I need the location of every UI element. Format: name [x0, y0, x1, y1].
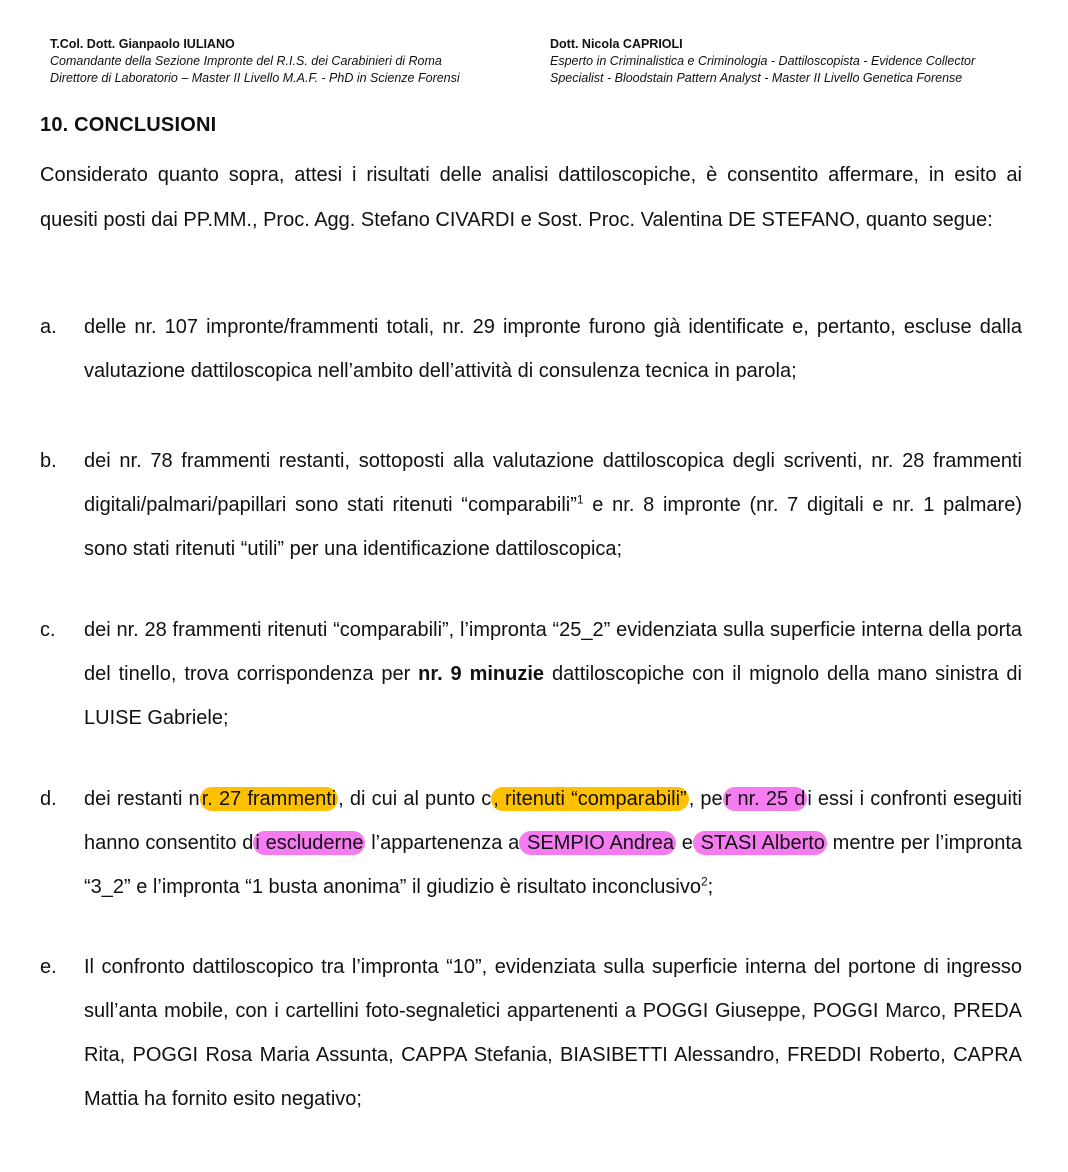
list-item-text: dei restanti n r. 27 frammenti , di cui al punto c , ritenuti “comparabili” , pe r nr. 25 d i essi i confronti eseguiti hanno consentito d i escluderne l’appartenenza a SEMPIO Andrea e STASI Alberto mentre per l’impronta “3_2” e l’impronta “1 busta anonima” il giudizio è risultato inconclusivo$^2$;: [84, 788, 1023, 898]
author-left-name: T.Col. Dott. Gianpaolo IULIANO: [50, 37, 235, 51]
list-item-b: [40, 439, 1022, 571]
highlight-nr-25: r nr. 25 d: [724, 788, 806, 810]
list-item-text: dei nr. 78 frammenti restanti, sottoposti alla valutazione dattiloscopica degli scriventi, nr. 28 frammenti digitali/palmari/papillari sono stati ritenuti “comparabili”$^1$ e nr. 8 impronte (nr. 7 digitali e nr. 1 palmare) sono stati ritenuti “utili” per una identificazione dattiloscopica;: [84, 450, 1022, 560]
footnote-ref[interactable]: 1: [576, 492, 584, 507]
list-marker: b.: [40, 450, 57, 472]
highlight-ritenuti-comparabili: , ritenuti “comparabili”: [493, 788, 687, 810]
list-marker: e.: [40, 956, 57, 978]
list-item-text: delle nr. 107 impronte/frammenti totali, nr. 29 impronte furono già identificate e, pertanto, escluse dalla valutazione dattiloscopica nell’ambito dell’attività di consulenza tecnica in parola;: [84, 316, 1022, 382]
section-title: 10. CONCLUSIONI: [40, 114, 217, 136]
highlight-escluderne: i escluderne: [255, 832, 364, 854]
author-right-role-1: Esperto in Criminalistica e Criminologia - Dattiloscopista - Evidence Collector: [550, 54, 976, 68]
list-marker: c.: [40, 619, 56, 641]
intro-paragraph: Considerato quanto sopra, attesi i risultati delle analisi dattiloscopiche, è consentito affermare, in esito ai quesiti posti dai PP.MM., Proc. Agg. Stefano CIVARDI e Sost. Proc. Valentina DE STEFANO, quanto segue:: [40, 164, 1022, 231]
author-left-role-1: Comandante della Sezione Impronte del R.I.S. dei Carabinieri di Roma: [50, 54, 442, 68]
header-right: [550, 36, 975, 87]
list-item-e: [40, 945, 1022, 1121]
list-marker: a.: [40, 316, 57, 338]
author-right-role-2: Specialist - Bloodstain Pattern Analyst - Master II Livello Genetica Forense: [550, 71, 963, 85]
author-left-role-2: Direttore di Laboratorio – Master II Livello M.A.F. - PhD in Scienze Forensi: [50, 71, 460, 85]
list-item-c: [40, 608, 1022, 740]
author-right-name: Dott. Nicola CAPRIOLI: [550, 37, 683, 51]
list-item-a: [40, 305, 1022, 393]
highlight-27-frammenti: r. 27 frammenti: [201, 788, 337, 810]
highlight-stasi-alberto: STASI Alberto: [694, 832, 825, 854]
footnote-ref[interactable]: 2: [700, 874, 708, 889]
list-item-d: [40, 777, 1022, 909]
list-item-text: dei nr. 28 frammenti ritenuti “comparabili”, l’impronta “25_2” evidenziata sulla superficie interna della porta del tinello, trova corrispondenza per nr. 9 minuzie dattiloscopiche con il mignolo della mano sinistra di LUISE Gabriele;: [84, 619, 1022, 729]
header-left: [50, 36, 460, 87]
highlight-sempio-andrea: SEMPIO Andrea: [521, 832, 674, 854]
emphasis-minutiae: nr. 9 minuzie: [418, 663, 545, 685]
list-marker: d.: [40, 788, 57, 810]
list-item-text: Il confronto dattiloscopico tra l’impronta “10”, evidenziata sulla superficie interna del portone di ingresso sull’anta mobile, con i cartellini foto-segnaletici appartenenti a POGGI Giuseppe, POGGI Marco, PREDA Rita, POGGI Rosa Maria Assunta, CAPPA Stefania, BIASIBETTI Alessandro, FREDDI Roberto, CAPRA Mattia ha fornito esito negativo;: [84, 956, 1022, 1110]
